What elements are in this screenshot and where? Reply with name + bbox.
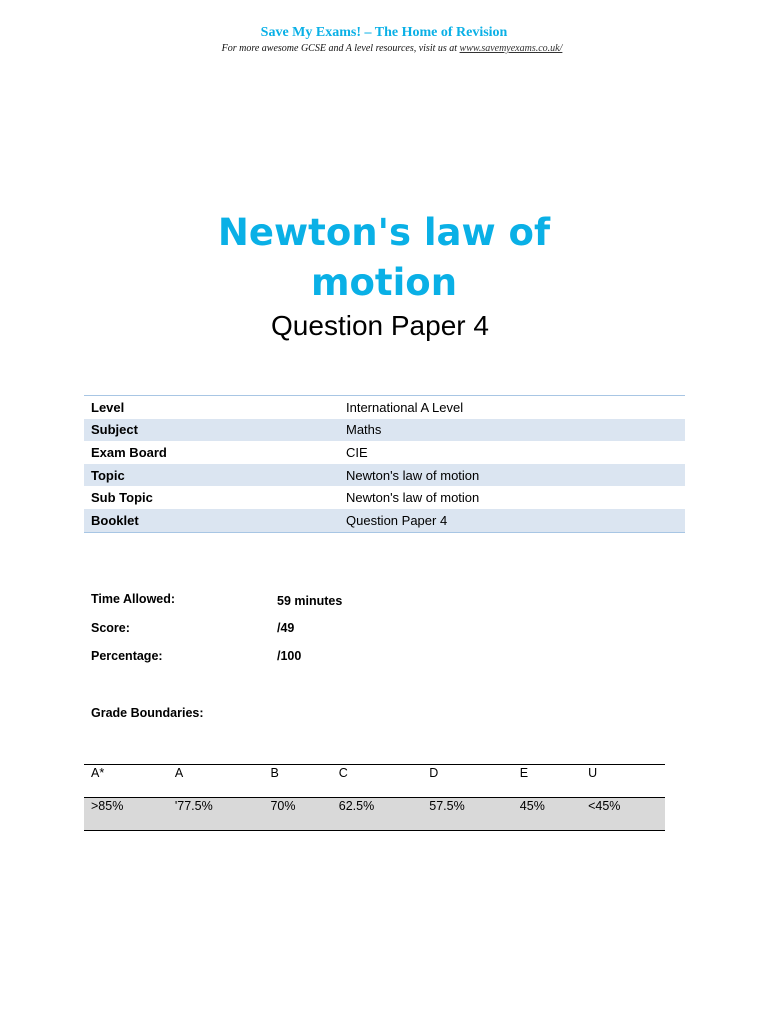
document-title — [0, 208, 768, 308]
info-value: CIE — [346, 444, 368, 460]
score-value: /49 — [277, 621, 295, 635]
info-row-sub-topic — [84, 486, 685, 509]
grade-cell: U — [581, 765, 665, 798]
info-label: Level — [91, 399, 125, 415]
grade-boundaries-table — [84, 764, 665, 831]
grade-cell: D — [422, 765, 513, 798]
info-row-exam-board — [84, 441, 685, 464]
percentage-label: Percentage: — [91, 649, 163, 663]
percent-cell: 70% — [263, 798, 331, 831]
percent-cell: 57.5% — [422, 798, 513, 831]
percentage-value: /100 — [277, 649, 302, 663]
info-row-topic — [84, 464, 685, 487]
grade-cell: E — [513, 765, 581, 798]
info-table — [84, 395, 685, 533]
info-label: Subject — [84, 419, 339, 442]
tagline — [8, 43, 768, 54]
info-label: Topic — [84, 464, 339, 487]
percent-cell: >85% — [84, 798, 168, 831]
grade-cell: A — [168, 765, 264, 798]
percent-cell: 45% — [513, 798, 581, 831]
document-subtitle: Question Paper 4 — [271, 310, 489, 341]
grade-cell: C — [332, 765, 423, 798]
info-row-booklet — [84, 509, 685, 532]
info-label: Booklet — [84, 509, 339, 532]
title-line-2: motion — [310, 261, 458, 304]
score-label: Score: — [91, 621, 130, 635]
info-value: Maths — [339, 419, 685, 442]
grade-cell: A* — [84, 765, 168, 798]
info-value: Newton's law of motion — [339, 464, 685, 487]
website-link[interactable]: www.savemyexams.co.uk/ — [459, 43, 563, 54]
title-line-1: Newton's law of — [217, 211, 551, 254]
page-header — [0, 25, 768, 54]
info-value: Newton's law of motion — [346, 490, 480, 506]
info-row-level — [84, 396, 685, 419]
info-value: International A Level — [346, 399, 464, 415]
info-row-subject — [84, 419, 685, 442]
grade-row — [84, 765, 665, 798]
percent-cell: 62.5% — [332, 798, 423, 831]
brand-title: Save My Exams! – The Home of Revision — [260, 25, 508, 40]
time-allowed-value: 59 minutes — [277, 594, 343, 608]
time-allowed-label: Time Allowed: — [91, 592, 176, 606]
info-value: Question Paper 4 — [339, 509, 685, 532]
percent-cell: '77.5% — [168, 798, 264, 831]
percent-cell: <45% — [581, 798, 665, 831]
info-label: Sub Topic — [91, 490, 153, 506]
percent-row — [84, 798, 665, 831]
grade-cell: B — [263, 765, 331, 798]
grade-boundaries-label: Grade Boundaries: — [91, 706, 204, 720]
info-label: Exam Board — [91, 444, 167, 460]
tagline-text: For more awesome GCSE and A level resources, visit us at — [221, 43, 460, 54]
